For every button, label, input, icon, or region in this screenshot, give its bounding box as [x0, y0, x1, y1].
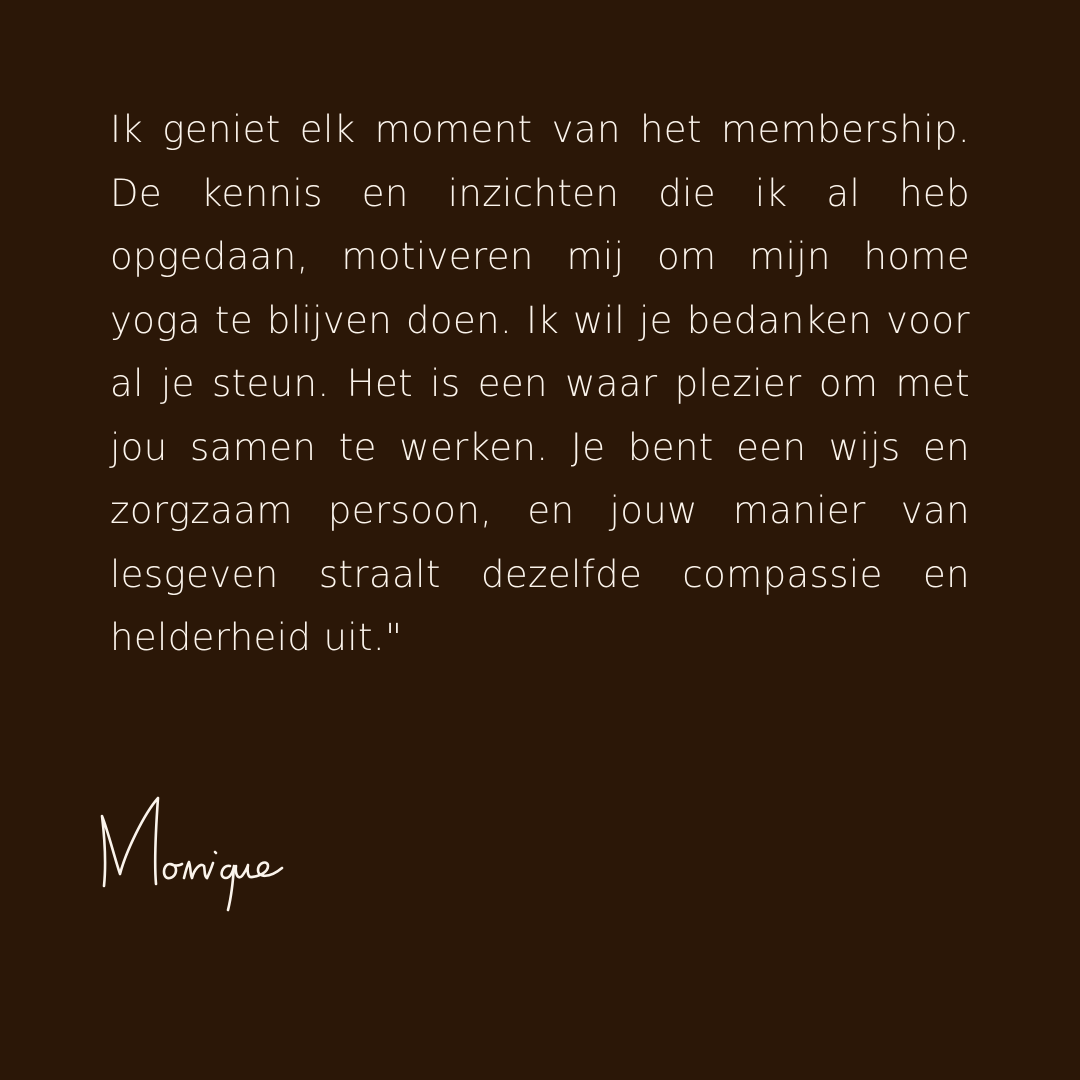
- signature-monique: [96, 786, 296, 916]
- signature-drawing: [96, 786, 296, 916]
- testimonial-quote: Ik geniet elk moment van het membership. De kennis en inzichten die ik al heb opgedaan, motiveren mij om mijn home yoga te blijven doen. Ik wil je bedanken voor al je steun. Het is een waar plezier om met jou samen te werken. Je bent een wijs en zorgzaam persoon, en jouw manier van lesgeven straalt dezelfde compassie en helderheid uit.": [110, 108, 970, 659]
